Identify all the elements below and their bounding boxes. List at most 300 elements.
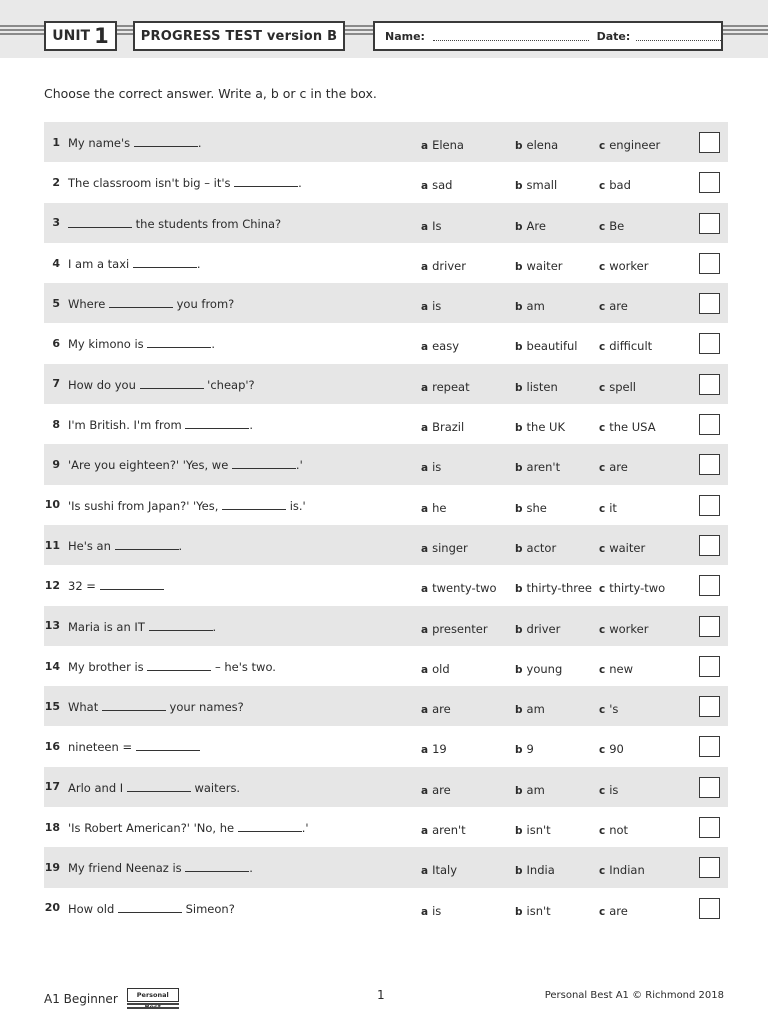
option-letter: c <box>599 623 606 636</box>
answer-blank <box>133 257 197 268</box>
question-text-before: My friend Neenaz is <box>68 861 186 876</box>
option-letter: c <box>599 381 606 394</box>
option-letter: c <box>599 905 606 918</box>
answer-blank <box>185 861 249 872</box>
copyright: Personal Best A1 © Richmond 2018 <box>544 990 724 1001</box>
question-text <box>68 861 253 875</box>
option-c <box>599 380 636 394</box>
question-text-before: The classroom isn't big – it's <box>68 176 235 191</box>
answer-box[interactable] <box>699 172 720 193</box>
option-letter: a <box>421 623 429 636</box>
option-text: it <box>609 500 617 515</box>
option-text: bad <box>609 178 631 193</box>
answer-blank <box>232 458 296 469</box>
answer-blank <box>102 700 166 711</box>
option-text: am <box>526 702 545 717</box>
option-a <box>421 783 451 797</box>
option-a <box>421 339 459 353</box>
question-row <box>44 243 728 283</box>
question-row <box>44 323 728 363</box>
question-text-after: is.' <box>286 498 306 513</box>
option-text: twenty-two <box>432 581 497 596</box>
option-text: worker <box>609 258 649 273</box>
answer-box[interactable] <box>699 132 720 153</box>
option-letter: c <box>599 180 606 193</box>
question-number: 17 <box>44 780 60 794</box>
option-text: actor <box>526 540 557 555</box>
option-letter: a <box>421 905 429 918</box>
option-a <box>421 299 441 313</box>
question-text <box>68 297 234 311</box>
question-text-before: My name's <box>68 136 134 150</box>
option-c <box>599 662 633 676</box>
option-a <box>421 863 457 877</box>
option-text: is <box>432 299 442 314</box>
question-text <box>68 217 281 231</box>
option-c <box>599 219 624 233</box>
answer-blank <box>149 620 213 631</box>
answer-box[interactable] <box>699 253 720 274</box>
option-letter: b <box>515 623 523 636</box>
option-letter: c <box>599 663 606 676</box>
question-row <box>44 686 728 726</box>
option-a <box>421 581 497 595</box>
unit-label-box <box>44 21 117 51</box>
question-number: 2 <box>52 175 60 189</box>
option-text: singer <box>432 540 468 555</box>
answer-box[interactable] <box>699 575 720 596</box>
answer-blank <box>222 499 286 510</box>
option-text: are <box>609 903 628 918</box>
answer-box[interactable] <box>699 656 720 677</box>
question-text <box>68 740 200 754</box>
option-text: not <box>609 823 629 838</box>
option-text: 90 <box>609 742 624 757</box>
option-c <box>599 460 628 474</box>
question-number: 18 <box>44 820 60 834</box>
option-b <box>515 420 565 434</box>
option-letter: a <box>421 140 429 152</box>
question-text-before: 'Is Robert American?' 'No, he <box>68 821 238 836</box>
option-text: sad <box>432 178 453 193</box>
answer-box[interactable] <box>699 495 720 516</box>
question-number: 9 <box>52 458 60 472</box>
option-letter: b <box>515 744 523 757</box>
option-text: driver <box>432 258 466 273</box>
option-a <box>421 541 468 555</box>
question-list <box>44 122 728 928</box>
option-letter: a <box>421 704 429 717</box>
question-text-before: I'm British. I'm from <box>68 418 186 433</box>
question-row <box>44 888 728 928</box>
question-text-after: . <box>196 256 201 271</box>
question-text-after: . <box>197 136 202 150</box>
name-field[interactable] <box>433 32 589 41</box>
option-letter: b <box>515 381 523 394</box>
question-number: 14 <box>44 659 60 673</box>
question-number: 3 <box>52 216 60 230</box>
answer-blank <box>185 418 249 429</box>
question-text-before: How do you <box>68 377 140 392</box>
option-text: Brazil <box>432 420 465 435</box>
option-letter: b <box>515 502 523 515</box>
question-text-after: . <box>298 176 302 191</box>
option-a <box>421 501 446 515</box>
option-letter: b <box>515 905 523 918</box>
option-a <box>421 420 464 434</box>
option-text: am <box>526 782 545 797</box>
option-letter: c <box>599 744 606 757</box>
option-text: thirty-two <box>609 581 666 596</box>
question-text-before: My kimono is <box>68 337 148 352</box>
answer-blank <box>100 579 164 590</box>
option-b <box>515 380 558 394</box>
option-text: Be <box>609 218 625 233</box>
instruction-text: Choose the correct answer. Write a, b or c in the box. <box>44 86 377 101</box>
option-letter: b <box>515 341 523 354</box>
question-number: 4 <box>52 256 60 270</box>
option-text: beautiful <box>526 339 578 354</box>
option-text: Elena <box>432 138 464 152</box>
question-text-before: What <box>68 700 102 715</box>
question-row <box>44 807 728 847</box>
question-number: 7 <box>52 377 60 391</box>
option-a <box>421 662 450 676</box>
question-text <box>68 176 302 190</box>
option-b <box>515 823 551 837</box>
question-text-after: . <box>249 861 253 876</box>
question-text-after: waiters. <box>190 780 241 795</box>
option-text: Indian <box>609 863 645 878</box>
question-text-after: .' <box>295 458 303 473</box>
option-text: Are <box>526 218 546 233</box>
question-text-before: Where <box>68 297 109 312</box>
question-text-after: . <box>249 418 254 433</box>
question-text-after: . <box>211 337 215 352</box>
answer-blank <box>127 781 191 792</box>
question-number: 13 <box>44 619 60 633</box>
answer-blank <box>140 378 204 389</box>
option-text: he <box>432 500 447 515</box>
question-text <box>68 257 201 271</box>
option-c <box>599 904 628 918</box>
option-text: spell <box>609 379 636 394</box>
name-date-box <box>373 21 723 51</box>
option-text: are <box>609 460 628 475</box>
level-label: A1 Beginner <box>44 992 118 1006</box>
option-a <box>421 380 470 394</box>
question-row <box>44 122 728 162</box>
answer-blank <box>109 297 173 308</box>
option-text: small <box>526 178 558 193</box>
answer-box[interactable] <box>699 817 720 838</box>
option-text: young <box>526 661 563 676</box>
option-b <box>515 259 563 273</box>
question-text <box>68 700 244 714</box>
name-label: Name: <box>385 29 425 43</box>
option-text: she <box>526 500 547 515</box>
question-text-before: He's an <box>68 538 115 553</box>
question-text <box>68 136 201 150</box>
answer-box[interactable] <box>699 736 720 757</box>
option-letter: b <box>515 260 523 273</box>
option-text: waiter <box>609 540 646 555</box>
answer-blank <box>134 136 198 147</box>
option-b <box>515 863 555 877</box>
answer-blank <box>234 176 298 187</box>
option-text: driver <box>526 621 561 636</box>
question-text <box>68 620 216 634</box>
option-b <box>515 178 557 192</box>
option-letter: a <box>421 381 429 394</box>
option-letter: a <box>421 301 429 314</box>
option-letter: a <box>421 542 429 555</box>
personal-best-logo <box>127 988 179 1010</box>
option-letter: b <box>515 462 523 475</box>
question-number: 8 <box>52 417 60 431</box>
question-text <box>68 781 240 795</box>
option-text: is <box>432 460 442 475</box>
answer-blank <box>68 217 132 228</box>
question-text <box>68 539 182 553</box>
option-a <box>421 219 441 233</box>
option-c <box>599 622 648 636</box>
option-letter: a <box>421 744 429 757</box>
option-text: presenter <box>432 621 488 636</box>
option-text: isn't <box>526 903 551 918</box>
option-letter: a <box>421 583 429 596</box>
option-letter: b <box>515 825 523 838</box>
option-c <box>599 178 631 192</box>
option-letter: c <box>599 825 606 838</box>
option-text: isn't <box>526 823 551 838</box>
option-c <box>599 541 645 555</box>
unit-number: 1 <box>94 23 109 48</box>
question-number: 20 <box>44 901 60 915</box>
option-letter: c <box>599 422 606 435</box>
answer-blank <box>118 902 182 913</box>
question-row <box>44 283 728 323</box>
question-row <box>44 726 728 766</box>
option-text: the USA <box>609 420 656 435</box>
question-text-after: your names? <box>165 700 244 715</box>
date-label: Date: <box>596 29 631 43</box>
question-text-before: I am a taxi <box>68 256 133 271</box>
option-b <box>515 783 545 797</box>
option-letter: a <box>421 220 429 233</box>
option-b <box>515 299 545 313</box>
answer-box[interactable] <box>699 414 720 435</box>
answer-box[interactable] <box>699 857 720 878</box>
option-letter: b <box>515 704 523 717</box>
option-b <box>515 219 546 233</box>
question-text-before: Maria is an IT <box>68 619 149 634</box>
option-letter: c <box>599 542 606 555</box>
question-text-before: nineteen = <box>68 740 136 755</box>
question-row <box>44 606 728 646</box>
option-text: worker <box>609 621 649 636</box>
option-letter: c <box>599 301 606 314</box>
question-text <box>68 902 235 916</box>
answer-box[interactable] <box>699 454 720 475</box>
answer-box[interactable] <box>699 535 720 556</box>
question-text-before: How old <box>68 901 118 916</box>
option-letter: b <box>515 140 523 152</box>
option-letter: a <box>421 341 429 354</box>
answer-box[interactable] <box>699 333 720 354</box>
option-letter: c <box>599 502 606 515</box>
test-title: PROGRESS TEST version B <box>140 28 338 44</box>
option-text: difficult <box>609 339 653 354</box>
question-text <box>68 458 303 472</box>
question-row <box>44 404 728 444</box>
option-text: 9 <box>526 742 534 757</box>
answer-box[interactable] <box>699 777 720 798</box>
option-a <box>421 702 451 716</box>
question-row <box>44 646 728 686</box>
question-row <box>44 364 728 404</box>
option-letter: a <box>421 502 429 515</box>
option-letter: c <box>599 583 606 596</box>
question-text-before: 'Are you eighteen?' 'Yes, we <box>68 458 232 473</box>
option-b <box>515 742 534 756</box>
option-text: new <box>609 661 634 676</box>
question-text-after: – he's two. <box>211 659 276 674</box>
option-letter: c <box>599 260 606 273</box>
question-text-before: Arlo and I <box>68 780 127 795</box>
option-b <box>515 581 592 595</box>
question-number: 19 <box>44 860 60 874</box>
option-text: thirty-three <box>526 581 592 596</box>
option-text: India <box>526 863 555 878</box>
option-letter: b <box>515 583 523 596</box>
option-a <box>421 823 466 837</box>
option-text: is <box>432 903 442 918</box>
option-b <box>515 460 560 474</box>
option-text: Italy <box>432 863 458 878</box>
footer-level <box>44 988 179 1010</box>
option-a <box>421 904 441 918</box>
option-letter: b <box>515 301 523 314</box>
question-row <box>44 444 728 484</box>
option-letter: c <box>599 341 606 354</box>
option-b <box>515 541 556 555</box>
question-text <box>68 579 164 593</box>
question-number: 10 <box>44 498 60 512</box>
question-row <box>44 525 728 565</box>
option-letter: a <box>421 180 429 193</box>
answer-blank <box>238 821 302 832</box>
option-letter: a <box>421 663 429 676</box>
option-text: are <box>609 299 628 314</box>
option-letter: a <box>421 260 429 273</box>
answer-box[interactable] <box>699 213 720 234</box>
option-c <box>599 863 645 877</box>
question-number: 6 <box>52 337 60 351</box>
question-text-before: 'Is sushi from Japan?' 'Yes, <box>68 498 223 513</box>
option-c <box>599 420 656 434</box>
option-letter: b <box>515 220 523 233</box>
question-text <box>68 337 215 351</box>
question-text <box>68 660 276 674</box>
question-text-after: . <box>178 538 183 553</box>
option-letter: a <box>421 825 429 838</box>
question-text-before: My brother is <box>68 659 148 674</box>
question-text-after: 'cheap'? <box>203 377 255 392</box>
answer-blank <box>147 337 211 348</box>
option-c <box>599 138 660 152</box>
option-text: aren't <box>526 460 561 475</box>
answer-box[interactable] <box>699 293 720 314</box>
question-text-after: the students from China? <box>132 216 282 231</box>
question-text-after: you from? <box>172 297 235 312</box>
question-number: 15 <box>44 699 60 713</box>
date-field[interactable] <box>636 32 721 41</box>
option-c <box>599 702 618 716</box>
option-letter: b <box>515 422 523 435</box>
answer-blank <box>115 539 179 550</box>
option-a <box>421 742 447 756</box>
answer-box[interactable] <box>699 374 720 395</box>
answer-box[interactable] <box>699 616 720 637</box>
option-text: are <box>432 782 451 797</box>
option-letter: b <box>515 784 523 797</box>
option-text: repeat <box>432 379 470 394</box>
option-letter: b <box>515 542 523 555</box>
option-c <box>599 581 665 595</box>
option-b <box>515 501 547 515</box>
option-letter: a <box>421 462 429 475</box>
option-a <box>421 138 464 152</box>
option-c <box>599 783 618 797</box>
question-row <box>44 767 728 807</box>
answer-box[interactable] <box>699 696 720 717</box>
question-row <box>44 162 728 202</box>
option-text: elena <box>526 138 559 152</box>
question-text-before: 32 = <box>68 579 100 594</box>
option-letter: a <box>421 784 429 797</box>
answer-box[interactable] <box>699 898 720 919</box>
option-text: waiter <box>526 258 563 273</box>
question-text <box>68 378 255 392</box>
option-text: aren't <box>432 823 466 838</box>
question-row <box>44 485 728 525</box>
question-text-after: .' <box>301 821 309 836</box>
option-text: easy <box>432 339 460 354</box>
question-text <box>68 821 309 835</box>
option-letter: c <box>599 865 606 878</box>
option-a <box>421 622 488 636</box>
option-text: listen <box>526 379 558 394</box>
option-letter: c <box>599 140 606 152</box>
question-text <box>68 418 253 432</box>
option-text: 's <box>609 702 619 717</box>
option-a <box>421 460 441 474</box>
option-c <box>599 823 628 837</box>
option-c <box>599 742 624 756</box>
option-text: the UK <box>526 420 566 435</box>
unit-label: UNIT <box>52 28 91 44</box>
option-text: are <box>432 702 451 717</box>
option-text: old <box>432 661 450 676</box>
question-number: 1 <box>52 135 60 149</box>
option-text: 19 <box>432 742 447 757</box>
question-text <box>68 499 306 513</box>
page-number: 1 <box>377 988 385 1002</box>
option-c <box>599 259 648 273</box>
option-text: Is <box>432 218 442 233</box>
question-row <box>44 565 728 605</box>
